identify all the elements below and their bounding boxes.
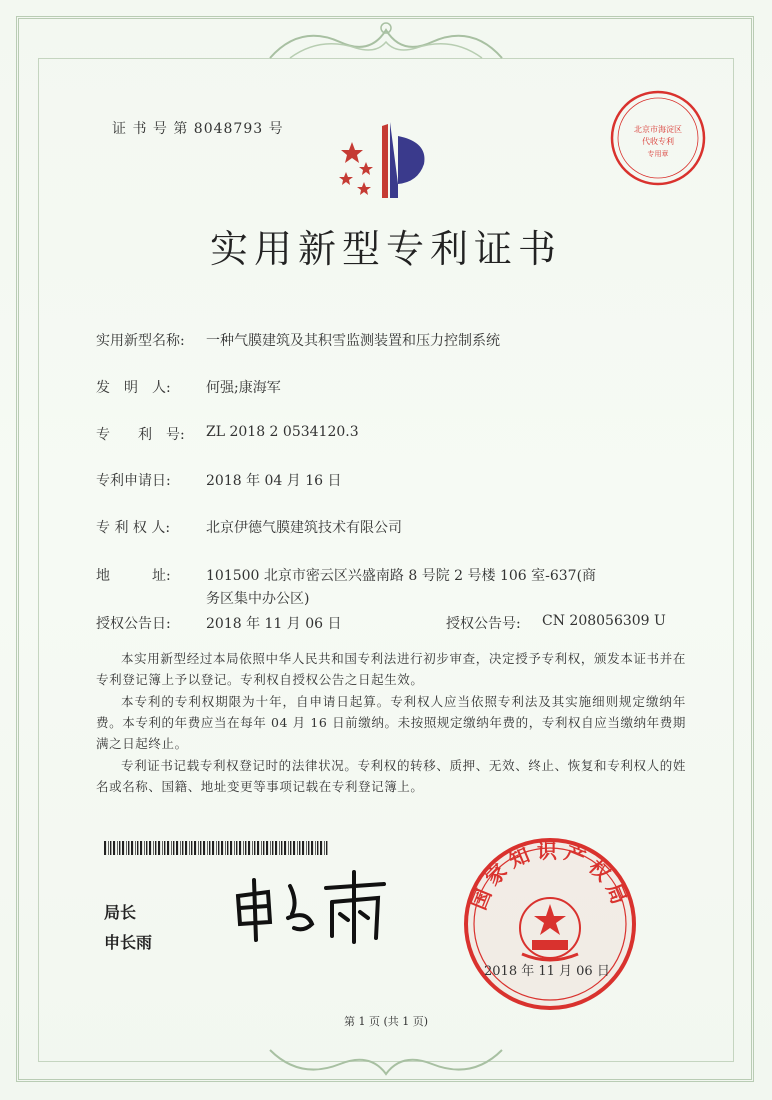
barcode-bar [180,841,181,855]
field-label-patent-no: 专 利 号: [96,427,185,443]
field-label-inventor: 发 明 人: [96,380,171,396]
barcode-bar [252,841,253,855]
barcode-bar [167,841,169,855]
barcode-bar [266,841,268,855]
barcode-bar [221,841,223,855]
barcode-bar [270,841,271,855]
field-label-patentee: 专 利 权 人: [96,520,171,536]
barcode-bar [131,841,133,855]
barcode-bar [257,841,259,855]
barcode-bar [200,841,201,855]
field-value-name: 一种气膜建筑及其积雪监测装置和压力控制系统 [206,333,500,349]
barcode-bar [272,841,273,855]
barcode-bar [117,841,118,855]
barcode-bar [315,841,316,855]
barcode-bar [207,841,208,855]
barcode-bar [248,841,250,855]
barcode-bar [324,841,325,855]
barcode-bar [234,841,235,855]
barcode-bar [140,841,142,855]
bottom-ornament [260,1046,512,1084]
barcode [104,841,330,855]
grant-date-value: 2018 年 11 月 06 日 [206,616,342,632]
barcode-bar [110,841,111,855]
grant-date-label: 授权公告日: [96,616,171,632]
barcode-bar [243,841,244,855]
barcode-bar [128,841,129,855]
barcode-bar [171,841,172,855]
field-label-filing-date: 专利申请日: [96,473,171,489]
barcode-bar [149,841,151,855]
field-value-patentee: 北京伊德气膜建筑技术有限公司 [206,520,402,536]
barcode-bar [263,841,264,855]
paragraph-1: 本实用新型经过本局依照中华人民共和国专利法进行初步审查，决定授予专利权，颁发本证书并在专利登记簿上予以登记。专利权自授权公告之日起生效。 [96,651,686,687]
barcode-bar [108,841,109,855]
barcode-bar [119,841,120,855]
barcode-bar [194,841,196,855]
barcode-bar [126,841,127,855]
field-label-name: 实用新型名称: [96,333,185,349]
paragraph-2: 本专利的专利权期限为十年，自申请日起算。专利权人应当依照专利法及其实施细则规定缴纳年费。本专利的年费应当在每年 04 月 16 日前缴纳。未按照规定缴纳年费的，专利权自应当缴纳年费期满之日起终止。 [96,694,686,751]
barcode-bar [230,841,232,855]
barcode-bar [326,841,327,855]
barcode-bar [153,841,154,855]
field-value-address: 101500 北京市密云区兴盛南路 8 号院 2 号楼 106 室-637(商 [206,568,597,584]
barcode-bar [288,841,289,855]
seal-date: 2018 年 11 月 06 日 [484,964,610,979]
field-value-address-line2: 务区集中办公区) [206,591,310,607]
barcode-bar [302,841,304,855]
barcode-bar [275,841,277,855]
barcode-bar [189,841,190,855]
field-label-address: 地 址: [96,568,171,584]
barcode-bar [104,841,106,855]
cnipa-seal [462,836,638,1012]
barcode-bar [182,841,183,855]
grant-no-value: CN 208056309 U [542,613,666,629]
barcode-bar [236,841,237,855]
barcode-bar [261,841,262,855]
barcode-bar [137,841,138,855]
barcode-bar [198,841,199,855]
grant-no-label: 授权公告号: [446,616,521,632]
barcode-bar [279,841,280,855]
barcode-bar [239,841,241,855]
barcode-bar [311,841,313,855]
signatory-name: 申长雨 [104,933,153,952]
barcode-bar [299,841,300,855]
barcode-bar [212,841,214,855]
svg-text:代收专利: 代收专利 [642,137,674,146]
barcode-bar [216,841,217,855]
barcode-bar [155,841,156,855]
field-value-patent-no: ZL 2018 2 0534120.3 [206,424,359,440]
barcode-bar [254,841,255,855]
barcode-bar [293,841,295,855]
barcode-bar [144,841,145,855]
barcode-bar [281,841,282,855]
barcode-bar [162,841,163,855]
barcode-bar [209,841,210,855]
field-value-inventor: 何强;康海军 [206,380,281,396]
barcode-bar [164,841,165,855]
field-value-filing-date: 2018 年 04 月 16 日 [206,473,342,489]
page-number: 第 1 页 (共 1 页) [343,1015,429,1028]
barcode-bar [122,841,124,855]
svg-text:国家知识产权局: 国家知识产权局 [466,838,634,913]
barcode-bar [176,841,178,855]
barcode-bar [158,841,160,855]
barcode-bar [320,841,322,855]
barcode-bar [225,841,226,855]
handwritten-signature [228,862,398,948]
barcode-bar [284,841,286,855]
barcode-bar [245,841,246,855]
certificate-number: 证 书 号 第 8048793 号 [112,121,284,137]
barcode-bar [306,841,307,855]
barcode-bar [135,841,136,855]
barcode-bar [308,841,309,855]
barcode-bar [203,841,205,855]
svg-text:专用章: 专用章 [647,150,669,158]
barcode-bar [191,841,192,855]
cnipa-logo [328,112,448,204]
barcode-bar [113,841,115,855]
barcode-bar [290,841,291,855]
barcode-bar [218,841,219,855]
svg-text:北京市海淀区: 北京市海淀区 [634,125,682,134]
top-ornament [260,18,512,64]
signatory-title: 局长 [104,903,137,922]
barcode-bar [297,841,298,855]
page-title: 实用新型专利证书 [209,227,562,271]
paragraph-3: 专利证书记载专利权登记时的法律状况。专利权的转移、质押、无效、终止、恢复和专利权人的姓名或名称、国籍、地址变更等事项记载在专利登记簿上。 [96,758,686,794]
barcode-bar [317,841,318,855]
barcode-bar [146,841,147,855]
barcode-bar [227,841,228,855]
agency-stamp [608,88,708,188]
barcode-bar [185,841,187,855]
barcode-bar [173,841,174,855]
